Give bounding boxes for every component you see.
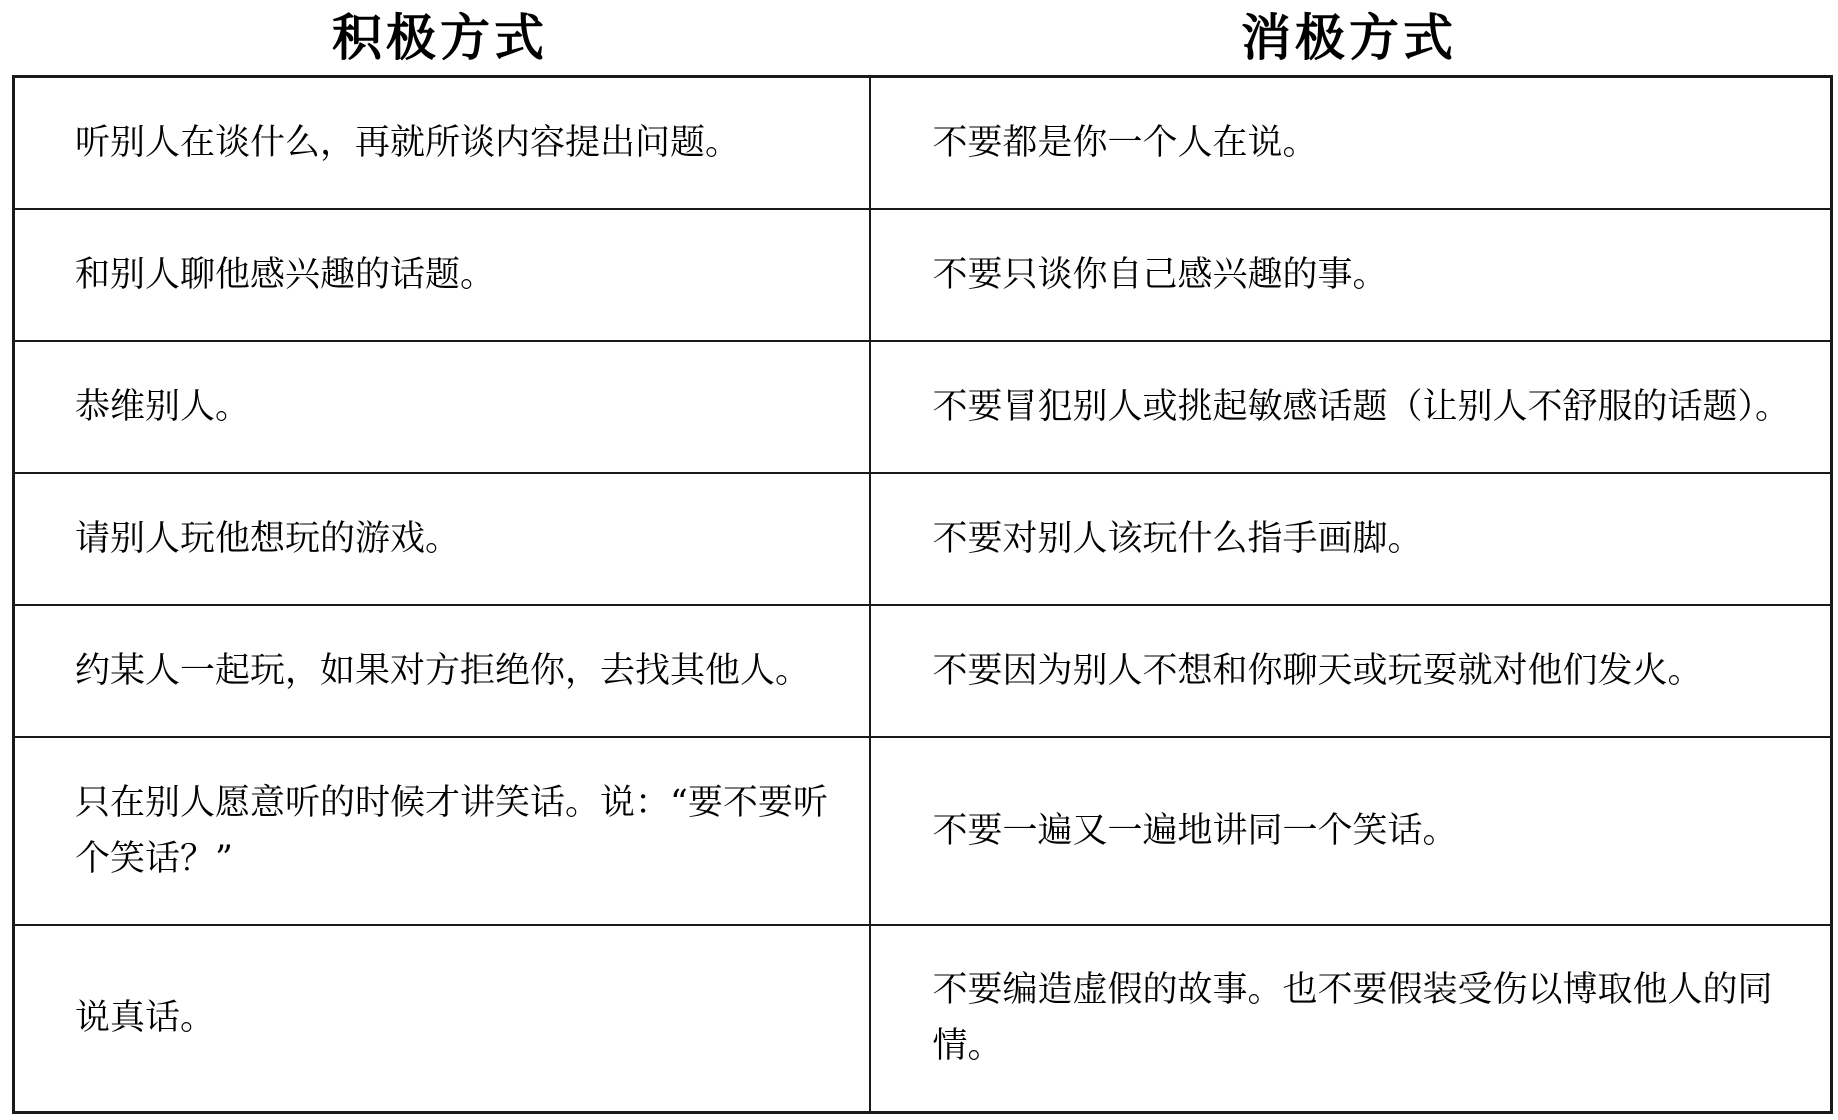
negative-cell: 不要只谈你自己感兴趣的事。 xyxy=(870,209,1832,341)
negative-cell: 不要都是你一个人在说。 xyxy=(870,77,1832,209)
negative-cell: 不要因为别人不想和你聊天或玩耍就对他们发火。 xyxy=(870,605,1832,737)
positive-cell: 恭维别人。 xyxy=(14,341,870,473)
table-row xyxy=(14,473,1832,605)
table-row xyxy=(14,925,1832,1113)
positive-cell: 请别人玩他想玩的游戏。 xyxy=(14,473,870,605)
table-row xyxy=(14,77,1832,209)
positive-cell: 听别人在谈什么，再就所谈内容提出问题。 xyxy=(14,77,870,209)
positive-cell: 和别人聊他感兴趣的话题。 xyxy=(14,209,870,341)
comparison-table xyxy=(12,75,1833,1114)
negative-column-title: 消极方式 xyxy=(1241,8,1457,67)
positive-cell: 只在别人愿意听的时候才讲笑话。说：“要不要听个笑话？” xyxy=(14,737,870,925)
positive-cell: 说真话。 xyxy=(14,925,870,1113)
positive-cell: 约某人一起玩，如果对方拒绝你，去找其他人。 xyxy=(14,605,870,737)
negative-cell: 不要一遍又一遍地讲同一个笑话。 xyxy=(870,737,1832,925)
negative-cell: 不要对别人该玩什么指手画脚。 xyxy=(870,473,1832,605)
table-row xyxy=(14,209,1832,341)
positive-column-title: 积极方式 xyxy=(332,8,548,67)
table-row xyxy=(14,605,1832,737)
table-row xyxy=(14,737,1832,925)
table-header xyxy=(12,0,1830,75)
negative-cell: 不要编造虚假的故事。也不要假装受伤以博取他人的同情。 xyxy=(870,925,1832,1113)
table-row xyxy=(14,341,1832,473)
negative-cell: 不要冒犯别人或挑起敏感话题（让别人不舒服的话题）。 xyxy=(870,341,1832,473)
